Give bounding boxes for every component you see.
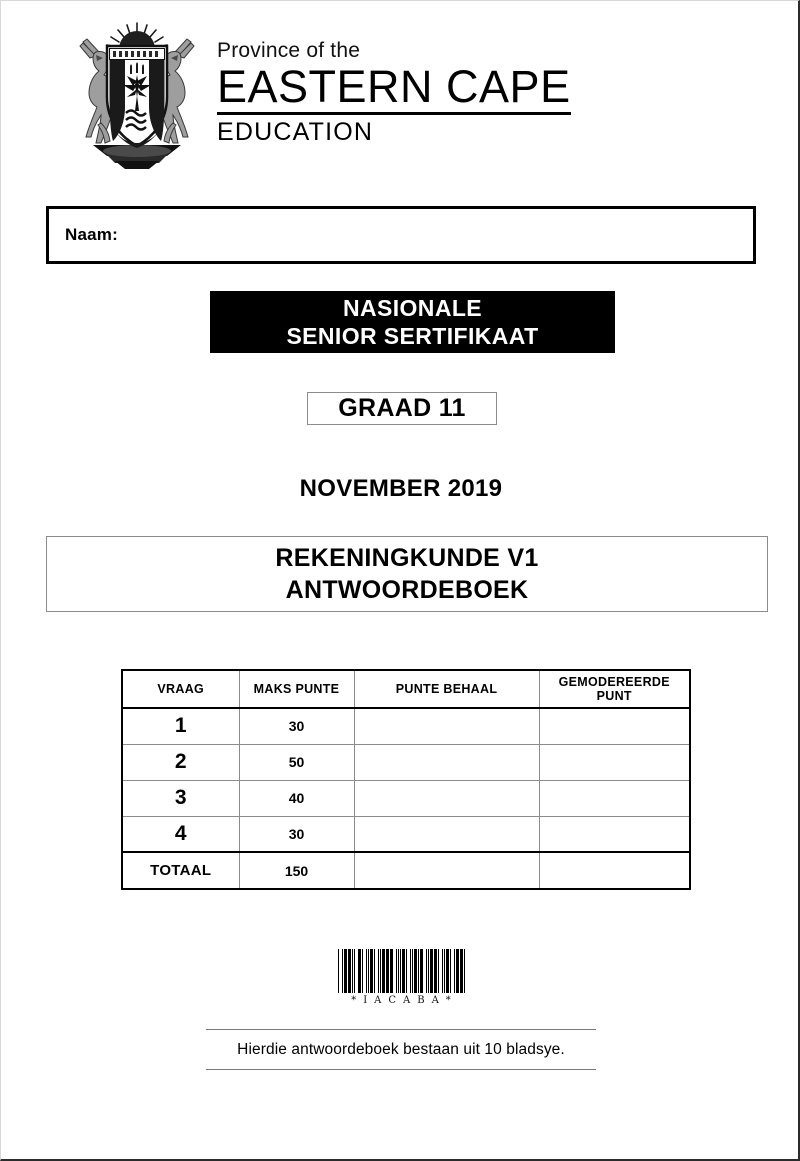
subject-box <box>46 536 768 612</box>
eastern-cape-coat-of-arms-icon <box>63 19 211 169</box>
logo-line-education: EDUCATION <box>217 118 374 146</box>
department-wordmark <box>217 19 571 146</box>
table-row <box>122 744 690 780</box>
footer-text: Hierdie antwoordeboek bestaan uit 10 bladsye. <box>237 1041 565 1058</box>
certificate-banner <box>210 291 615 353</box>
table-header-row <box>122 670 690 708</box>
logo-line-province: Province of the <box>217 39 361 62</box>
certificate-line-1: NASIONALE <box>342 295 483 321</box>
name-field-label: Naam: <box>65 225 118 244</box>
cell-maks-punte: 50 <box>239 744 354 780</box>
table-row <box>122 780 690 816</box>
cell-maks-punte: 40 <box>239 780 354 816</box>
cell-vraag: 2 <box>122 744 239 780</box>
logo-divider <box>217 112 571 115</box>
cell-vraag: 1 <box>122 708 239 744</box>
column-header-maks-punte: MAKS PUNTE <box>239 670 354 708</box>
cell-punte-behaal[interactable] <box>354 708 539 744</box>
page-count-footer <box>206 1029 596 1070</box>
footer-rule-bottom <box>206 1069 596 1070</box>
name-field[interactable] <box>46 206 756 264</box>
column-header-punte-behaal: PUNTE BEHAAL <box>354 670 539 708</box>
logo-line-eastern-cape: EASTERN CAPE <box>217 61 571 112</box>
barcode <box>1 949 800 1006</box>
cell-punte-behaal[interactable] <box>354 816 539 852</box>
grade-box <box>307 392 497 425</box>
barcode-icon <box>338 949 465 993</box>
table-row <box>122 816 690 852</box>
cell-total-behaal[interactable] <box>354 852 539 889</box>
cell-total-maks: 150 <box>239 852 354 889</box>
department-masthead <box>63 19 571 169</box>
grade-label: GRAAD 11 <box>338 394 466 422</box>
table-row <box>122 708 690 744</box>
cell-gemodereerde-punt[interactable] <box>539 780 690 816</box>
cell-vraag: 3 <box>122 780 239 816</box>
subject-line-1: REKENINGKUNDE V1 <box>275 544 539 572</box>
cell-punte-behaal[interactable] <box>354 780 539 816</box>
column-header-vraag: VRAAG <box>122 670 239 708</box>
cell-total-gemodereerde[interactable] <box>539 852 690 889</box>
barcode-caption: *IACABA* <box>351 995 458 1006</box>
column-header-gemodereerde-punt: GEMODEREERDE PUNT <box>539 670 690 708</box>
subject-line-2: ANTWOORDEBOEK <box>285 576 529 604</box>
cell-total-label: TOTAAL <box>122 852 239 889</box>
cell-gemodereerde-punt[interactable] <box>539 708 690 744</box>
cell-vraag: 4 <box>122 816 239 852</box>
table-total-row <box>122 852 690 889</box>
cell-maks-punte: 30 <box>239 708 354 744</box>
cell-maks-punte: 30 <box>239 816 354 852</box>
exam-date: NOVEMBER 2019 <box>299 475 503 502</box>
cell-gemodereerde-punt[interactable] <box>539 744 690 780</box>
cell-punte-behaal[interactable] <box>354 744 539 780</box>
marks-summary-table <box>121 669 691 890</box>
cell-gemodereerde-punt[interactable] <box>539 816 690 852</box>
certificate-line-2: SENIOR SERTIFIKAAT <box>286 323 539 349</box>
